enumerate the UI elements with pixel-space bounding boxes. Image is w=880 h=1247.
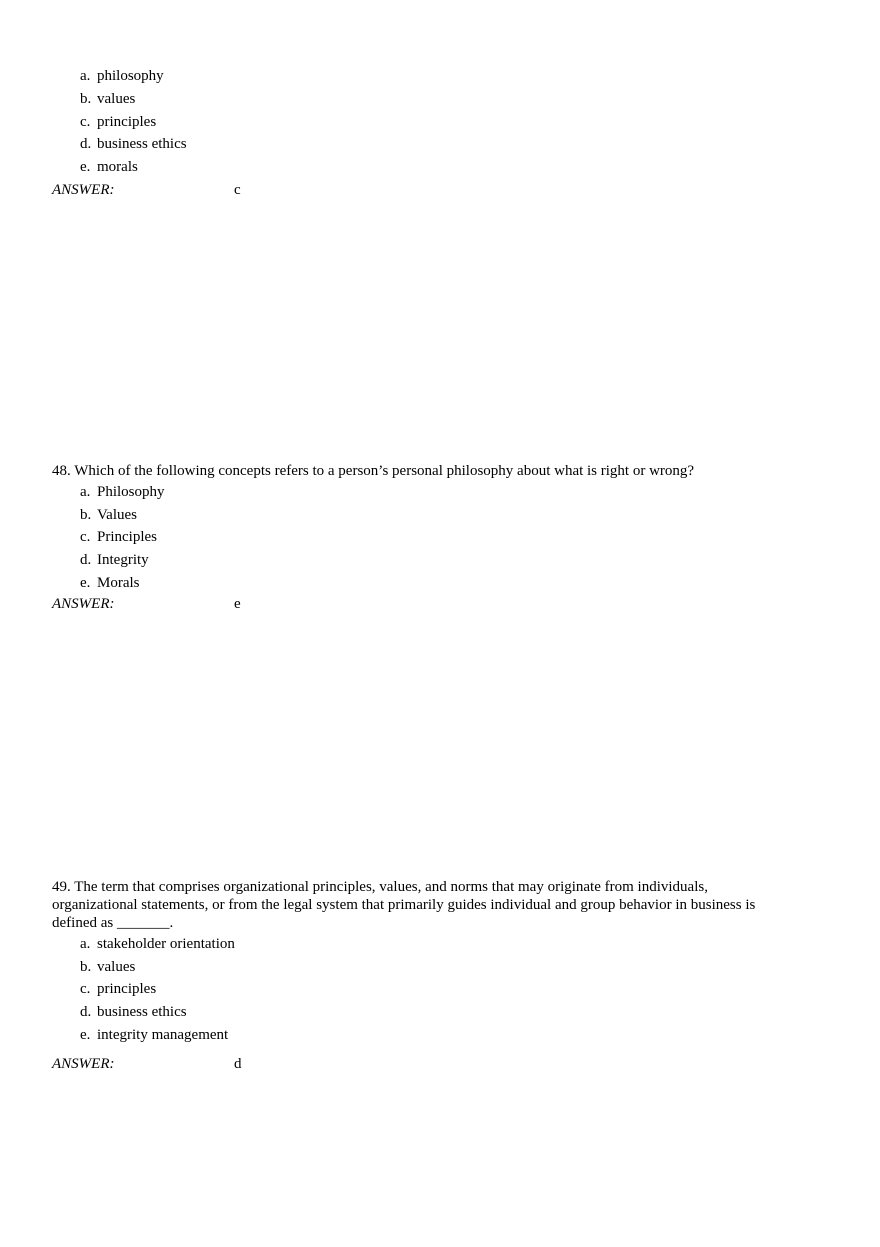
question-text: 48. Which of the following concepts refers to a person’s personal philosophy about what is right or wrong? xyxy=(52,463,695,479)
answer-label: ANSWER: xyxy=(52,1056,115,1072)
answer-row xyxy=(52,181,352,199)
option-letter: b. xyxy=(80,91,92,107)
option-letter: b. xyxy=(80,959,92,975)
option-letter: a. xyxy=(80,68,91,84)
option-text: business ethics xyxy=(97,136,187,152)
option-text: philosophy xyxy=(97,68,164,84)
question-text-line-1: 49. The term that comprises organizational principles, values, and norms that may originate from individuals, xyxy=(52,879,708,895)
option-text: Principles xyxy=(97,529,157,545)
option-letter: e. xyxy=(80,159,91,175)
answer-row xyxy=(52,595,352,613)
option-letter: c. xyxy=(80,114,91,130)
option-text: Morals xyxy=(97,575,140,591)
question-text-line-2: organizational statements, or from the legal system that primarily guides individual and group behavior in business is xyxy=(52,897,756,913)
option-letter: d. xyxy=(80,1004,92,1020)
question-text-line-3: defined as _______. xyxy=(52,915,174,931)
option-letter: d. xyxy=(80,136,92,152)
answer-label: ANSWER: xyxy=(52,182,115,198)
option-letter: b. xyxy=(80,507,92,523)
option-text: values xyxy=(97,959,136,975)
answer-value: d xyxy=(234,1056,242,1072)
option-letter: e. xyxy=(80,1027,91,1043)
answer-label: ANSWER: xyxy=(52,596,115,612)
option-letter: a. xyxy=(80,484,91,500)
option-letter: c. xyxy=(80,981,91,997)
answer-value: e xyxy=(234,596,241,612)
option-text: Philosophy xyxy=(97,484,165,500)
option-letter: e. xyxy=(80,575,91,591)
option-text: integrity management xyxy=(97,1027,229,1043)
option-text: morals xyxy=(97,159,138,175)
option-text: Integrity xyxy=(97,552,149,568)
answer-value: c xyxy=(234,182,241,198)
option-text: principles xyxy=(97,114,157,130)
option-letter: c. xyxy=(80,529,91,545)
option-text: stakeholder orientation xyxy=(97,936,235,952)
option-letter: a. xyxy=(80,936,91,952)
option-text: principles xyxy=(97,981,157,997)
option-text: business ethics xyxy=(97,1004,187,1020)
option-letter: d. xyxy=(80,552,92,568)
answer-row xyxy=(52,1055,352,1073)
option-text: values xyxy=(97,91,136,107)
option-text: Values xyxy=(97,507,137,523)
